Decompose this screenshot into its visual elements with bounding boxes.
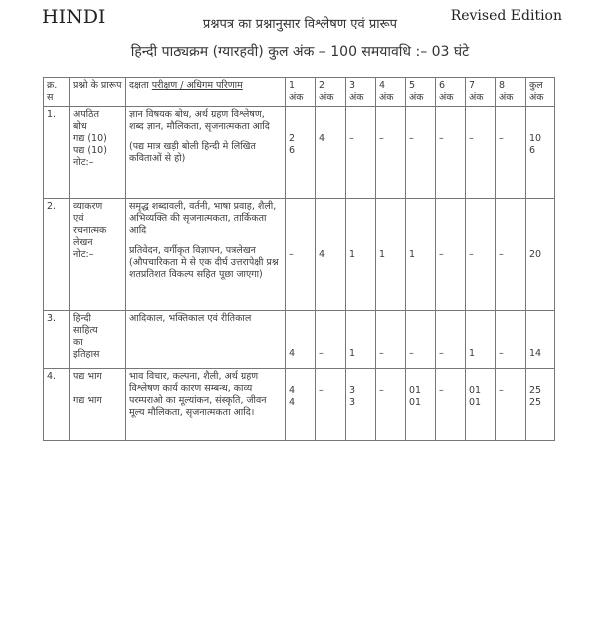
row-mark-1: – bbox=[286, 199, 316, 311]
analysis-table bbox=[43, 77, 555, 441]
header-mark-3: 3 अंक bbox=[346, 78, 376, 107]
row-mark-1 bbox=[286, 107, 316, 199]
row-mark-3 bbox=[346, 369, 376, 441]
row-mark-5 bbox=[406, 369, 436, 441]
row-mark-8-value: – bbox=[499, 133, 504, 144]
row-sno: 3. bbox=[44, 311, 70, 369]
row-mark-8-value: – bbox=[499, 385, 504, 396]
row-mark-4: – bbox=[376, 311, 406, 369]
row-mark-4-value: – bbox=[379, 133, 384, 144]
row-mark-5: 1 bbox=[406, 199, 436, 311]
row-mark-8 bbox=[496, 107, 526, 199]
header-subject: HINDI bbox=[42, 6, 106, 28]
row-sno: 1. bbox=[44, 107, 70, 199]
header-skill-b: परीक्षण / अधिगम परिणाम bbox=[151, 80, 243, 91]
row-mark-6: – bbox=[436, 199, 466, 311]
row-mark-4 bbox=[376, 369, 406, 441]
header-mark-7: 7 अंक bbox=[466, 78, 496, 107]
row-mark-6-value: – bbox=[439, 385, 444, 396]
row-sno: 4. bbox=[44, 369, 70, 441]
row-mark-2-value: 4 bbox=[319, 133, 326, 144]
row-total: 20 bbox=[526, 199, 555, 311]
row-mark-5: – bbox=[406, 311, 436, 369]
row-mark-3-value: 3 3 bbox=[349, 385, 356, 408]
row-mark-5 bbox=[406, 107, 436, 199]
table-header-row bbox=[44, 78, 555, 107]
header-section: प्रश्नो के प्रारूप bbox=[70, 78, 126, 107]
row-mark-1 bbox=[286, 369, 316, 441]
row-mark-8: – bbox=[496, 199, 526, 311]
row-mark-3: 1 bbox=[346, 199, 376, 311]
table-row bbox=[44, 199, 555, 311]
row-section: पद्य भाग गद्य भाग bbox=[70, 369, 126, 441]
row-mark-8 bbox=[496, 369, 526, 441]
page-subtitle: हिन्दी पाठ्यक्रम (ग्यारहवी) कुल अंक – 100 समयावधि :– 03 घंटे bbox=[130, 44, 470, 60]
row-mark-1: 4 bbox=[286, 311, 316, 369]
row-skill-main: ज्ञान विषयक बोध, अर्थ ग्रहण विश्लेषण, शब्द ज्ञान, मौलिकता, सृजनात्मकता आदि bbox=[129, 109, 270, 132]
row-skill bbox=[126, 199, 286, 311]
row-mark-7 bbox=[466, 369, 496, 441]
row-mark-7: – bbox=[466, 199, 496, 311]
row-mark-2 bbox=[316, 107, 346, 199]
row-mark-5-value: – bbox=[409, 133, 414, 144]
row-skill bbox=[126, 107, 286, 199]
row-mark-8: – bbox=[496, 311, 526, 369]
row-mark-6 bbox=[436, 369, 466, 441]
row-total-value: 25 25 bbox=[529, 385, 542, 408]
row-mark-7-value: 01 01 bbox=[469, 385, 482, 408]
row-mark-1-value: 4 4 bbox=[289, 385, 296, 408]
row-mark-5-value: 01 01 bbox=[409, 385, 422, 408]
header-mark-4: 4 अंक bbox=[376, 78, 406, 107]
table-row bbox=[44, 369, 555, 441]
row-skill-main: भाव विचार, कल्पना, शैली, अर्थ ग्रहण विश्लेषण कार्य कारण सम्बन्ध, काव्य परम्पराओ का मूल्यांकन, संस्कृति, जीवन मूल्य मौलिकता, सृजनात्मकता आदि। bbox=[129, 371, 267, 418]
row-mark-4 bbox=[376, 107, 406, 199]
row-skill-main: समृद्ध शब्दावली, वर्तनी, भाषा प्रवाह, शैली, अभिव्यक्ति की सृजनात्मकता, तार्किकता आदि bbox=[129, 201, 277, 236]
header-mark-1: 1 अंक bbox=[286, 78, 316, 107]
row-mark-3-value: – bbox=[349, 133, 354, 144]
header-edition: Revised Edition bbox=[450, 8, 562, 24]
header-title: प्रश्नपत्र का प्रश्नानुसार विश्लेषण एवं प्रारूप bbox=[202, 17, 398, 32]
header-mark-2: 2 अंक bbox=[316, 78, 346, 107]
row-mark-3 bbox=[346, 107, 376, 199]
row-section: व्याकरण एवं रचनात्मक लेखन नोट:– bbox=[70, 199, 126, 311]
row-sno: 2. bbox=[44, 199, 70, 311]
row-mark-6 bbox=[436, 107, 466, 199]
row-section: अपठित बोध गद्य (10) पद्य (10) नोट:– bbox=[70, 107, 126, 199]
row-mark-7 bbox=[466, 107, 496, 199]
row-mark-2 bbox=[316, 369, 346, 441]
row-mark-2: 4 bbox=[316, 199, 346, 311]
row-mark-1-value: 2 6 bbox=[289, 133, 296, 156]
header-total: कुल अंक bbox=[526, 78, 555, 107]
row-mark-7: 1 bbox=[466, 311, 496, 369]
row-skill bbox=[126, 369, 286, 441]
row-skill-note: (पद्य मात्र खड़ी बोली हिन्दी मे लिखित कविताओं से हो) bbox=[129, 141, 256, 164]
row-mark-6-value: – bbox=[439, 133, 444, 144]
row-section: हिन्दी साहित्य का इतिहास bbox=[70, 311, 126, 369]
row-total bbox=[526, 107, 555, 199]
header-skill-a: दक्षता bbox=[129, 80, 152, 91]
header-sno: क्र. स bbox=[44, 78, 70, 107]
row-total bbox=[526, 369, 555, 441]
row-mark-3: 1 bbox=[346, 311, 376, 369]
row-mark-4: 1 bbox=[376, 199, 406, 311]
row-skill-note: प्रतिवेदन, वर्गीकृत विज्ञापन, पत्रलेखन (औपचारिकता मे से एक दीर्घ उत्तरापेक्षी प्रश्न शतप्रतिशत विकल्प सहित पूछा जाएगा) bbox=[129, 245, 279, 280]
header-mark-6: 6 अंक bbox=[436, 78, 466, 107]
row-total: 14 bbox=[526, 311, 555, 369]
row-mark-6: – bbox=[436, 311, 466, 369]
row-mark-4-value: – bbox=[379, 385, 384, 396]
table-row bbox=[44, 311, 555, 369]
row-total-value: 10 6 bbox=[529, 133, 542, 156]
header-skill bbox=[126, 78, 286, 107]
row-mark-2: – bbox=[316, 311, 346, 369]
header-mark-5: 5 अंक bbox=[406, 78, 436, 107]
row-mark-2-value: – bbox=[319, 385, 324, 396]
row-skill-main: आदिकाल, भक्तिकाल एवं रीतिकाल bbox=[129, 313, 252, 324]
row-mark-7-value: – bbox=[469, 133, 474, 144]
table-row bbox=[44, 107, 555, 199]
header-mark-8: 8 अंक bbox=[496, 78, 526, 107]
row-skill bbox=[126, 311, 286, 369]
